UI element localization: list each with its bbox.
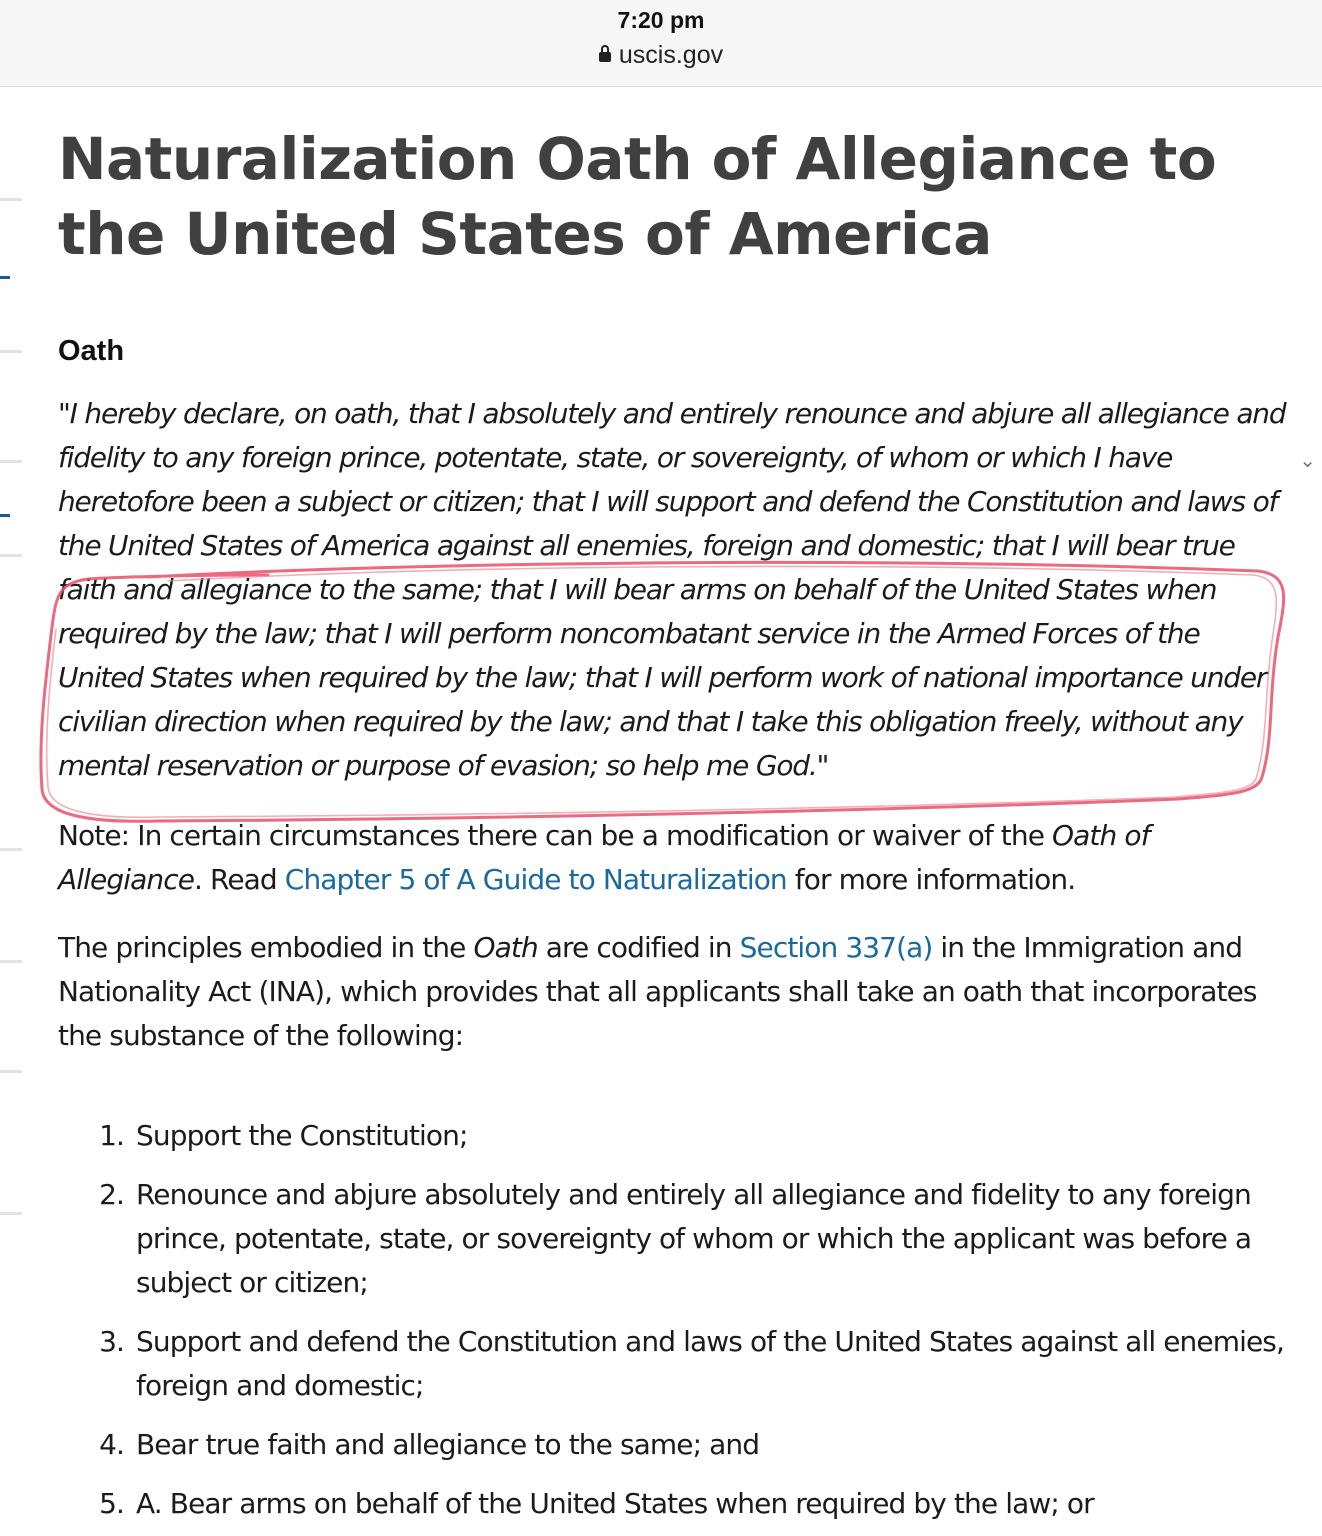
oath-block bbox=[58, 392, 1288, 788]
url-text[interactable]: uscis.gov bbox=[618, 41, 724, 69]
side-nav-item-active[interactable] bbox=[0, 514, 10, 517]
section-337a-link[interactable]: Section 337(a) bbox=[739, 931, 933, 964]
list-item: 1. Support the Constitution; bbox=[132, 1114, 1288, 1158]
side-nav-item[interactable] bbox=[0, 1212, 22, 1215]
oath-text: "I hereby declare, on oath, that I absolutely and entirely renounce and abjure all allegiance and fidelity to any foreign prince, potentate, state, or sovereignty, of whom or which I have heretofore been a subject or citizen; that I will support and defend the Constitution and laws of the United States of America against all enemies, foreign and domestic; that I will bear true faith and allegiance to the same; that I will bear arms on behalf of the United States when required by the law; that I will perform noncombatant service in the Armed Forces of the United States when required by the law; that I will perform work of national importance under civilian direction when required by the law; and that I take this obligation freely, without any mental reservation or purpose of evasion; so help me God." bbox=[58, 397, 1286, 782]
list-item: 2. Renounce and abjure absolutely and entirely all allegiance and fidelity to any foreign prince, potentate, state, or sovereignty of whom or which the applicant was before a subject or citizen; bbox=[132, 1173, 1288, 1305]
side-nav-item[interactable] bbox=[0, 848, 22, 851]
note-paragraph bbox=[58, 814, 1288, 902]
side-nav-item[interactable] bbox=[0, 460, 22, 463]
list-item: 4. Bear true faith and allegiance to the same; and bbox=[132, 1423, 1288, 1467]
principles-text-suffix: in the Immigration and Nationality Act (INA), which provides that all applicants shall take an oath that incorporates the substance of the following: bbox=[58, 931, 1257, 1052]
browser-status-bar bbox=[0, 0, 1322, 87]
note-text-prefix: Note: In certain circumstances there can be a modification or waiver of the bbox=[58, 819, 1053, 852]
chevron-down-icon[interactable]: ⌄ bbox=[1299, 448, 1316, 472]
side-nav-item[interactable] bbox=[0, 350, 22, 353]
lock-icon bbox=[599, 52, 611, 62]
principles-text-middle: are codified in bbox=[537, 931, 740, 964]
section-heading-oath: Oath bbox=[58, 335, 125, 367]
note-text-suffix: for more information. bbox=[786, 863, 1076, 896]
side-navigation-edge bbox=[0, 86, 30, 1536]
guide-chapter-5-link[interactable]: Chapter 5 of A Guide to Naturalization bbox=[284, 863, 787, 896]
page-title: Naturalization Oath of Allegiance to the United States of America bbox=[58, 125, 1217, 268]
principles-text-prefix: The principles embodied in the bbox=[58, 931, 474, 964]
oath-principles-list bbox=[58, 1114, 1288, 1526]
side-nav-item-active[interactable] bbox=[0, 276, 10, 279]
principles-emphasis-oath: Oath bbox=[473, 931, 538, 964]
clock-time: 7:20 pm bbox=[617, 7, 705, 33]
side-nav-item[interactable] bbox=[0, 1070, 22, 1073]
list-item: 5. A. Bear arms on behalf of the United States when required by the law; or bbox=[132, 1482, 1288, 1526]
list-item: 3. Support and defend the Constitution and laws of the United States against all enemies, foreign and domestic; bbox=[132, 1320, 1288, 1408]
side-nav-item[interactable] bbox=[0, 198, 22, 201]
note-emphasis-oath-of-allegiance: Oath of Allegiance bbox=[58, 819, 1150, 896]
side-nav-item[interactable] bbox=[0, 960, 22, 963]
principles-paragraph bbox=[58, 926, 1288, 1058]
address-bar[interactable] bbox=[0, 41, 1322, 70]
side-nav-item[interactable] bbox=[0, 554, 22, 557]
note-text-middle: . Read bbox=[194, 863, 285, 896]
main-content bbox=[58, 86, 1288, 1536]
